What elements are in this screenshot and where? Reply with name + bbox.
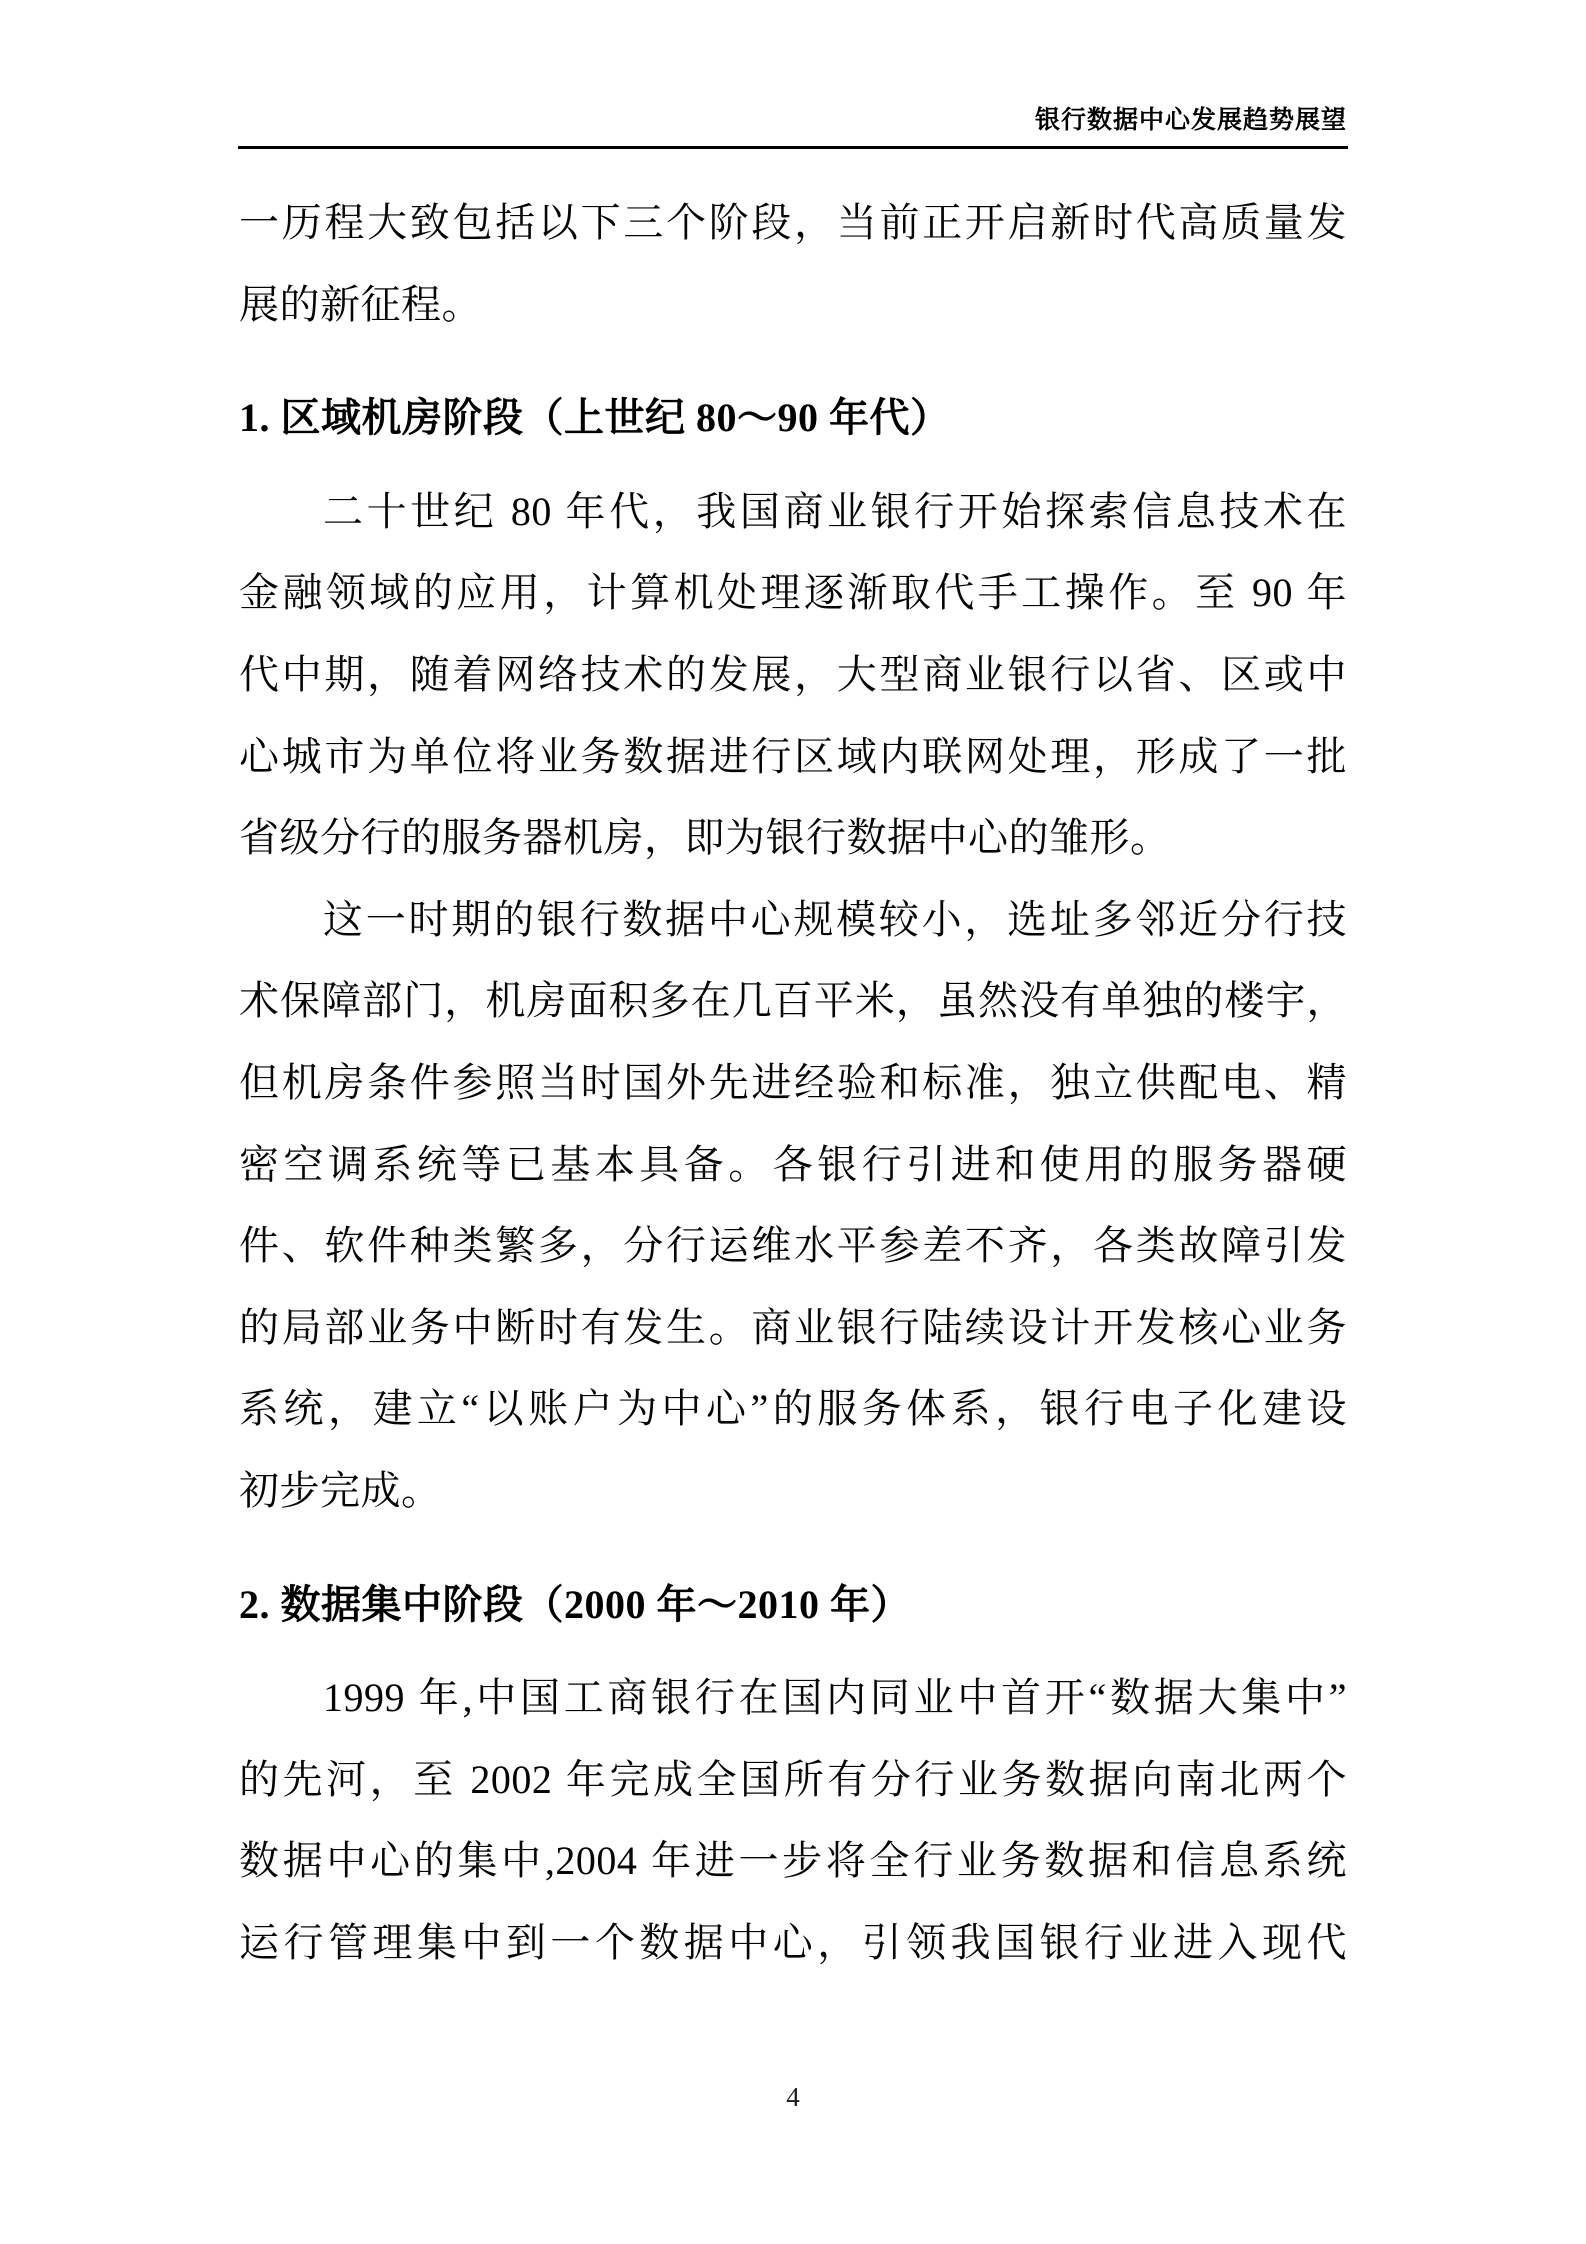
body-line: 的先河，至 2002 年完成全国所有分行业务数据向南北两个 xyxy=(239,1756,1347,1802)
section-1-heading: 1. 区域机房阶段（上世纪 80～90 年代） xyxy=(239,395,951,441)
paragraph xyxy=(239,879,1347,1532)
page-footer xyxy=(0,2080,1586,2114)
body-line: 展的新征程。 xyxy=(239,281,482,327)
header-title: 银行数据中心发展趋势展望 xyxy=(1034,107,1347,134)
body-line: 二十世纪 80 年代，我国商业银行开始探索信息技术在 xyxy=(323,488,1347,534)
body-line: 一历程大致包括以下三个阶段，当前正开启新时代高质量发 xyxy=(239,200,1347,245)
document-body xyxy=(239,182,1347,1983)
body-line: 的局部业务中断时有发生。商业银行陆续设计开发核心业务 xyxy=(239,1304,1347,1350)
body-line: 系统，建立“以账户为中心”的服务体系，银行电子化建设 xyxy=(239,1386,1347,1432)
body-line: 运行管理集中到一个数据中心，引领我国银行业进入现代 xyxy=(239,1919,1347,1965)
paragraph-continuation xyxy=(239,182,1347,345)
section-2-heading: 2. 数据集中阶段（2000 年～2010 年） xyxy=(239,1581,911,1627)
body-line: 代中期，随着网络技术的发展，大型商业银行以省、区或中 xyxy=(239,651,1347,697)
body-line: 数据中心的集中,2004 年进一步将全行业务数据和信息系统 xyxy=(239,1838,1347,1884)
body-line: 金融领域的应用，计算机处理逐渐取代手工操作。至 90 年 xyxy=(239,570,1347,616)
body-line: 件、软件种类繁多，分行运维水平参差不齐，各类故障引发 xyxy=(239,1223,1347,1269)
body-line: 但机房条件参照当时国外先进经验和标准，独立供配电、精 xyxy=(239,1059,1347,1105)
body-line: 密空调系统等已基本具备。各银行引进和使用的服务器硬 xyxy=(239,1141,1347,1187)
paragraph xyxy=(239,1657,1347,1983)
body-line: 这一时期的银行数据中心规模较小，选址多邻近分行技 xyxy=(323,896,1347,942)
paragraph xyxy=(239,471,1347,879)
body-line: 省级分行的服务器机房，即为银行数据中心的雏形。 xyxy=(239,815,1171,861)
body-line: 1999 年,中国工商银行在国内同业中首开“数据大集中” xyxy=(323,1675,1347,1721)
header-rule xyxy=(238,146,1348,149)
page-number: 4 xyxy=(786,2082,800,2112)
body-line: 初步完成。 xyxy=(239,1467,442,1513)
body-line: 心城市为单位将业务数据进行区域内联网处理，形成了一批 xyxy=(239,733,1347,779)
body-line: 术保障部门，机房面积多在几百平米，虽然没有单独的楼宇， xyxy=(239,978,1347,1024)
